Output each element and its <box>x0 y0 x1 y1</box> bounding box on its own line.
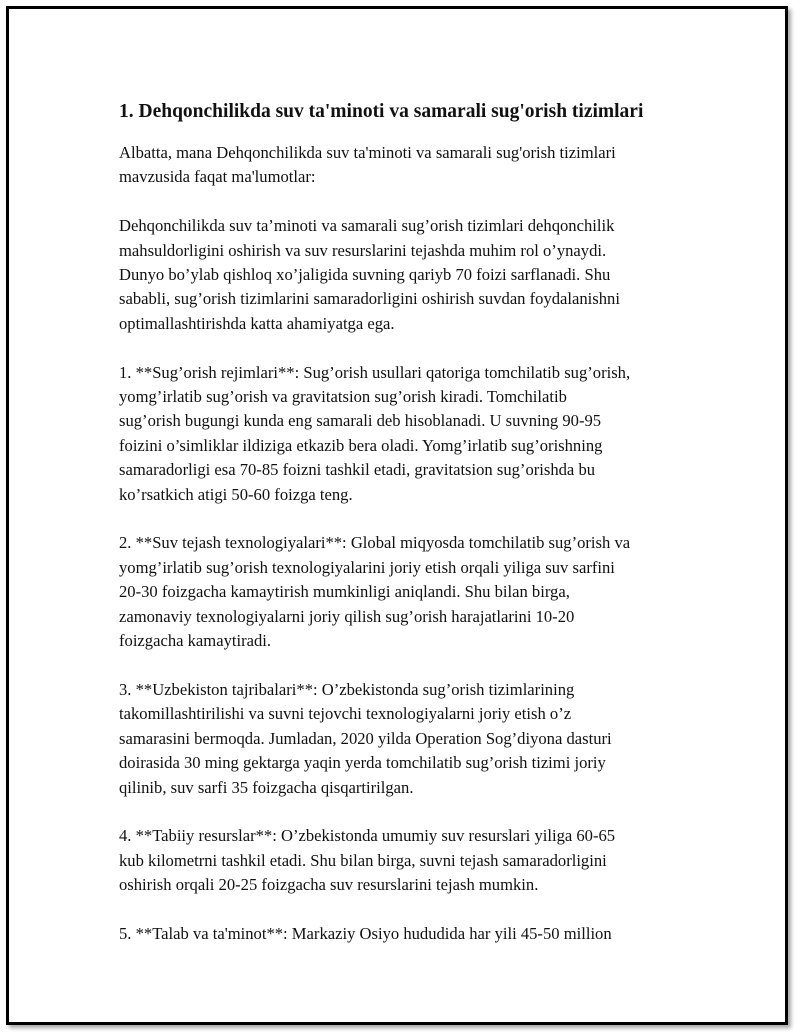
paragraph-line: ko’rsatkich atigi 50-60 foizga teng. <box>119 484 353 504</box>
paragraph-line: kub kilometrni tashkil etadi. Shu bilan birga, suvni tejash samaradorligini <box>119 850 607 870</box>
section-1-paragraph <box>119 361 709 507</box>
paragraph-line: Dunyo bo’ylab qishloq xo’jaligida suvning qariyb 70 foizi sarflanadi. Shu <box>119 265 611 285</box>
document-body <box>119 99 709 971</box>
section-2-paragraph <box>119 531 709 653</box>
paragraph-line: qilinib, suv sarfi 35 foizgacha qisqartirilgan. <box>119 777 414 797</box>
document-title: 1. Dehqonchilikda suv ta'minoti va samarali sug'orish tizimlari <box>119 101 644 122</box>
section-5-paragraph <box>119 922 709 946</box>
paragraph-line: takomillashtirilishi va suvni tejovchi texnologiyalarni joriy etish o’z <box>119 704 572 724</box>
paragraph-line: 3. **Uzbekiston tajribalari**: O’zbekistonda sug’orish tizimlarining <box>119 679 575 699</box>
paragraph-line: 20-30 foizgacha kamaytirish mumkinligi aniqlandi. Shu bilan birga, <box>119 582 570 602</box>
paragraph-line: 1. **Sug’orish rejimlari**: Sug’orish usullari qatoriga tomchilatib sug’orish, <box>119 362 631 382</box>
paragraph-line: optimallashtirishda katta ahamiyatga ega. <box>119 313 395 333</box>
intro-paragraph <box>119 141 709 190</box>
paragraph-line: 4. **Tabiiy resurslar**: O’zbekistonda umumiy suv resurslari yiliga 60-65 <box>119 826 616 846</box>
document-page <box>6 6 788 1025</box>
paragraph-line: sug’orish bugungi kunda eng samarali deb hisoblanadi. U suvning 90-95 <box>119 411 602 431</box>
paragraph-line: samaradorligi esa 70-85 foizni tashkil etadi, gravitatsion sug’orishda bu <box>119 460 596 480</box>
paragraph-line: 5. **Talab va ta'minot**: Markaziy Osiyo hududida har yili 45-50 million <box>119 923 612 943</box>
section-4-paragraph <box>119 824 709 897</box>
paragraph-line: yomg’irlatib sug’orish texnologiyalarini joriy etish orqali yiliga suv sarfini <box>119 557 615 577</box>
paragraph-line: doirasida 30 ming gektarga yaqin yerda tomchilatib sug’orish tizimi joriy <box>119 753 606 773</box>
paragraph-line: foizgacha kamaytiradi. <box>119 631 272 651</box>
paragraph-line: mahsuldorligini oshirish va suv resurslarini tejashda muhim rol o’ynaydi. <box>119 240 607 260</box>
paragraph-line: mavzusida faqat ma'lumotlar: <box>119 167 316 187</box>
section-3-paragraph <box>119 678 709 800</box>
paragraph-line: foizini o’simliklar ildiziga etkazib bera oladi. Yomg’irlatib sug’orishning <box>119 435 603 455</box>
paragraph-line: zamonaviy texnologiyalarni joriy qilish sug’orish harajatlarini 10-20 <box>119 606 575 626</box>
paragraph-line: samarasini bermoqda. Jumladan, 2020 yilda Operation Sog’diyona dasturi <box>119 728 612 748</box>
paragraph-line: sababli, sug’orish tizimlarini samaradorligini oshirish suvdan foydalanishni <box>119 289 620 309</box>
paragraph-line: yomg’irlatib sug’orish va gravitatsion sug’orish kiradi. Tomchilatib <box>119 387 567 407</box>
paragraph-line: oshirish orqali 20-25 foizgacha suv resurslarini tejash mumkin. <box>119 875 539 895</box>
paragraph-line: 2. **Suv tejash texnologiyalari**: Global miqyosda tomchilatib sug’orish va <box>119 533 631 553</box>
paragraph-line: Dehqonchilikda suv ta’minoti va samarali sug’orish tizimlari dehqonchilik <box>119 216 615 236</box>
paragraph-line: Albatta, mana Dehqonchilikda suv ta'minoti va samarali sug'orish tizimlari <box>119 143 616 162</box>
overview-paragraph <box>119 214 709 336</box>
